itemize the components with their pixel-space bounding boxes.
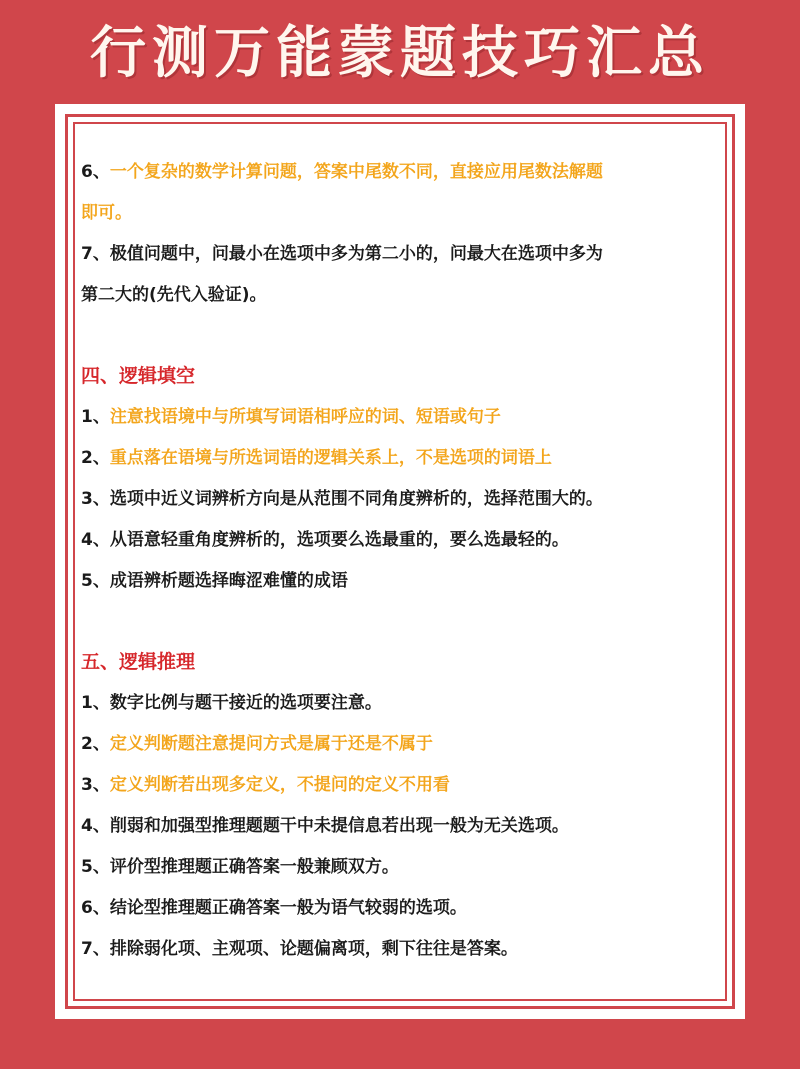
- item-text: 即可。: [81, 203, 132, 223]
- item-text: 评价型推理题正确答案一般兼顾双方。: [109, 857, 399, 877]
- list-item: [81, 806, 721, 847]
- item-text: 重点落在语境与所选词语的逻辑关系上，不是选项的词语上: [109, 448, 552, 468]
- item-number: 5、: [81, 857, 110, 877]
- list-item: [81, 234, 721, 275]
- content-card: [55, 104, 745, 1019]
- item-text: 定义判断若出现多定义，不提问的定义不用看: [109, 775, 450, 795]
- item-number: 4、: [81, 530, 110, 550]
- item-number: 2、: [81, 734, 110, 754]
- intro-list: [81, 152, 721, 316]
- list-item: [81, 847, 721, 888]
- item-text: 削弱和加强型推理题题干中未提信息若出现一般为无关选项。: [109, 816, 569, 836]
- item-number: 7、: [81, 939, 110, 959]
- list-item: [81, 520, 721, 561]
- item-text: 定义判断题注意提问方式是属于还是不属于: [109, 734, 433, 754]
- item-number: 3、: [81, 489, 110, 509]
- item-text: 注意找语境中与所填写词语相呼应的词、短语或句子: [109, 407, 501, 427]
- list-item: [81, 683, 721, 724]
- item-number: 6、: [81, 898, 110, 918]
- item-text: 第二大的(先代入验证)。: [81, 285, 267, 305]
- logic-reasoning-list: [81, 683, 721, 970]
- list-item: [81, 561, 721, 602]
- item-number: 1、: [81, 693, 110, 713]
- list-item: [81, 397, 721, 438]
- section-heading-logic-reasoning: 五、逻辑推理: [81, 651, 196, 673]
- logic-fill-list: [81, 397, 721, 602]
- page-title: 行测万能蒙题技巧汇总: [90, 21, 710, 86]
- content-body: [81, 152, 721, 970]
- item-number: 2、: [81, 448, 110, 468]
- item-text: 成语辨析题选择晦涩难懂的成语: [109, 571, 348, 591]
- list-item: [81, 275, 721, 316]
- item-text: 从语意轻重角度辨析的，选项要么选最重的，要么选最轻的。: [109, 530, 569, 550]
- list-item: [81, 724, 721, 765]
- item-number: 4、: [81, 816, 110, 836]
- section-heading-logic-fill: 四、逻辑填空: [81, 365, 196, 387]
- list-item: [81, 438, 721, 479]
- list-item: [81, 888, 721, 929]
- item-number: 6、: [81, 162, 110, 182]
- list-item: [81, 193, 721, 234]
- list-item: [81, 479, 721, 520]
- item-text: 数字比例与题干接近的选项要注意。: [109, 693, 382, 713]
- list-item: [81, 929, 721, 970]
- list-item: [81, 765, 721, 806]
- item-text: 结论型推理题正确答案一般为语气较弱的选项。: [109, 898, 467, 918]
- item-number: 1、: [81, 407, 110, 427]
- item-text: 选项中近义词辨析方向是从范围不同角度辨析的，选择范围大的。: [109, 489, 603, 509]
- item-text: 排除弱化项、主观项、论题偏离项，剩下往往是答案。: [109, 939, 518, 959]
- item-number: 3、: [81, 775, 110, 795]
- item-text: 极值问题中，问最小在选项中多为第二小的，问最大在选项中多为: [109, 244, 603, 264]
- item-number: 7、: [81, 244, 110, 264]
- item-text: 一个复杂的数学计算问题，答案中尾数不同，直接应用尾数法解题: [109, 162, 603, 182]
- item-number: 5、: [81, 571, 110, 591]
- list-item: [81, 152, 721, 193]
